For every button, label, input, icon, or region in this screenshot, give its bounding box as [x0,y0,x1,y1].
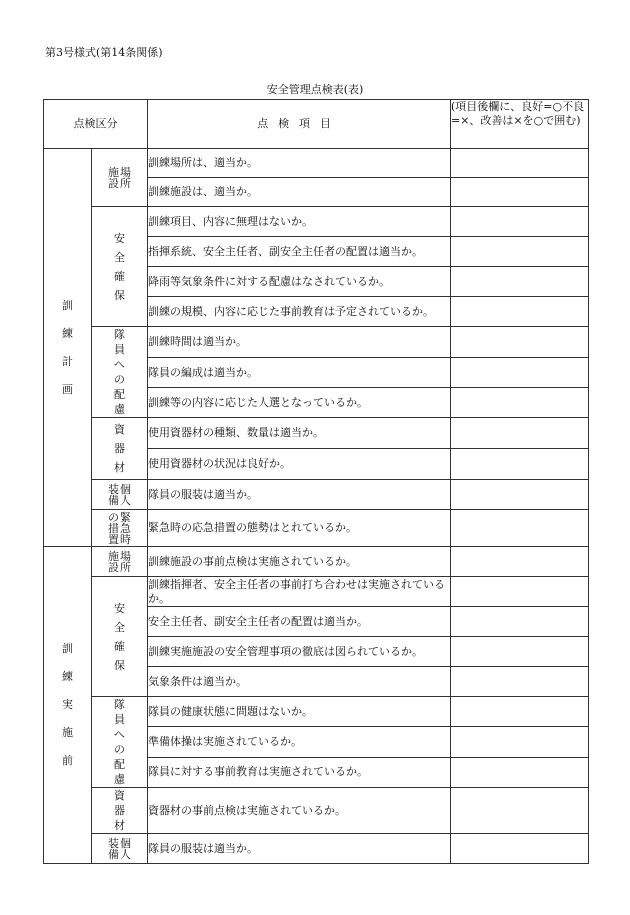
check-item: 隊員の編成は適当か。 [148,358,451,388]
table-row [44,788,589,834]
group-label [92,207,148,327]
result-cell[interactable] [451,577,589,607]
section-label-char: 画 [62,382,73,396]
group-label [92,834,148,864]
check-item: 隊員の健康状態に問題はないか。 [148,697,451,727]
result-cell[interactable] [451,510,589,547]
result-cell[interactable] [451,697,589,727]
table-row [44,697,589,727]
group-label [92,480,148,510]
check-item: 訓練指揮者、安全主任者の事前打ち合わせは実施されているか。 [148,577,451,607]
result-cell[interactable] [451,547,589,577]
document-title: 安全管理点検表(表) [266,83,364,96]
group-label-char: 保 [114,288,125,302]
check-item: 使用資器材の種類、数量は適当か。 [148,418,451,449]
check-item: 資器材の事前点検は実施されているか。 [148,788,451,834]
group-label-char: 器 [114,442,125,455]
section-label-char: 訓 [62,298,73,312]
group-label-char: 隊 [114,698,125,711]
table-row [44,510,589,547]
group-label-column: 装 備 [108,836,119,861]
group-label-column: 施 設 [108,549,119,574]
group-label-char: へ [114,728,125,741]
group-label-char: 資 [114,423,125,436]
check-item: 隊員に対する事前教育は実施されているか。 [148,757,451,787]
group-label [92,327,148,418]
group-label-column: 個 人 [120,482,131,507]
result-cell[interactable] [451,637,589,667]
check-item: 訓練の規模、内容に応じた事前教育は予定されているか。 [148,297,451,327]
group-label [92,418,148,480]
check-item: 隊員の服装は適当か。 [148,480,451,510]
result-cell[interactable] [451,727,589,757]
group-label-char: 員 [114,713,125,726]
section-label-char: 練 [62,670,73,683]
section-label-char: 訓 [62,642,73,655]
table-row [44,480,589,510]
group-label-column: 個 人 [120,836,131,861]
result-cell[interactable] [451,607,589,637]
group-label-char: 安 [114,601,125,615]
result-cell[interactable] [451,358,589,388]
result-cell[interactable] [451,757,589,787]
check-item: 準備体操は実施されているか。 [148,727,451,757]
table-row [44,418,589,449]
group-label-char: 材 [114,819,125,832]
check-item: 安全主任者、副安全主任者の配置は適当か。 [148,607,451,637]
section-label-char: 前 [62,754,73,767]
header-item: 点検項目 [148,100,451,149]
form-number: 第3号様式(第14条関係) [45,46,163,59]
section-label-char: 練 [62,326,73,340]
group-label-char: へ [114,358,125,371]
group-label-char: 慮 [114,773,125,786]
check-item: 指揮系統、安全主任者、副安全主任者の配置は適当か。 [148,237,451,267]
result-cell[interactable] [451,149,589,178]
result-cell[interactable] [451,480,589,510]
check-item: 訓練実施施設の安全管理事項の徹底は図られているか。 [148,637,451,667]
check-item: 隊員の服装は適当か。 [148,834,451,864]
group-label-char: 材 [114,461,125,474]
group-label-char: 確 [114,269,125,283]
group-label-char: 器 [114,804,125,817]
group-label [92,510,148,547]
group-label-column: の 措 置 [108,510,119,546]
check-item: 緊急時の応急措置の態勢はとれているか。 [148,510,451,547]
result-cell[interactable] [451,237,589,267]
group-label-char: 確 [114,639,125,653]
check-item: 使用資器材の状況は良好か。 [148,449,451,480]
result-cell[interactable] [451,178,589,207]
group-label-char: 員 [114,343,125,356]
group-label-char: 保 [114,658,125,672]
table-row [44,149,589,178]
table-row [44,207,589,237]
check-item: 訓練項目、内容に無理はないか。 [148,207,451,237]
result-cell[interactable] [451,667,589,697]
check-item: 訓練時間は適当か。 [148,327,451,358]
inspection-table [43,99,589,864]
section-label [44,547,92,864]
header-category: 点検区分 [44,100,148,149]
group-label-char: 資 [114,789,125,802]
group-label [92,547,148,577]
section-label [44,149,92,547]
result-cell[interactable] [451,834,589,864]
group-label-column: 施 設 [108,165,119,190]
group-label-char: の [114,743,125,756]
group-label [92,577,148,697]
group-label-char: 慮 [114,403,125,416]
group-label-char: 配 [114,758,125,771]
result-cell[interactable] [451,267,589,297]
group-label [92,788,148,834]
section-label-char: 施 [62,726,73,739]
table-row [44,834,589,864]
group-label-column: 場 所 [120,549,131,574]
group-label-column: 場 所 [120,165,131,190]
table-row [44,577,589,607]
result-cell[interactable] [451,388,589,418]
group-label-column: 緊 急 時 [120,510,131,546]
group-label-char: の [114,373,125,386]
result-cell[interactable] [451,327,589,358]
result-cell[interactable] [451,297,589,327]
group-label-char: 安 [114,231,125,245]
table-row [44,547,589,577]
group-label [92,149,148,207]
result-cell[interactable] [451,449,589,480]
group-label-char: 全 [114,620,125,634]
result-cell[interactable] [451,207,589,237]
check-item: 訓練等の内容に応じた人選となっているか。 [148,388,451,418]
group-label [92,697,148,788]
table-body [44,149,589,864]
result-cell[interactable] [451,418,589,449]
check-item: 訓練施設の事前点検は実施されているか。 [148,547,451,577]
section-label-char: 計 [62,354,73,368]
result-cell[interactable] [451,788,589,834]
check-item: 降雨等気象条件に対する配慮はなされているか。 [148,267,451,297]
check-item: 訓練場所は、適当か。 [148,149,451,178]
group-label-char: 全 [114,250,125,264]
group-label-column: 装 備 [108,482,119,507]
table-row [44,327,589,358]
check-item: 気象条件は適当か。 [148,667,451,697]
group-label-char: 隊 [114,328,125,341]
group-label-char: 配 [114,388,125,401]
check-item: 訓練施設は、適当か。 [148,178,451,207]
header-note: (項目後欄に、良好=○不良=×、改善は×を○で囲む) [451,100,589,149]
section-label-char: 実 [62,698,73,711]
